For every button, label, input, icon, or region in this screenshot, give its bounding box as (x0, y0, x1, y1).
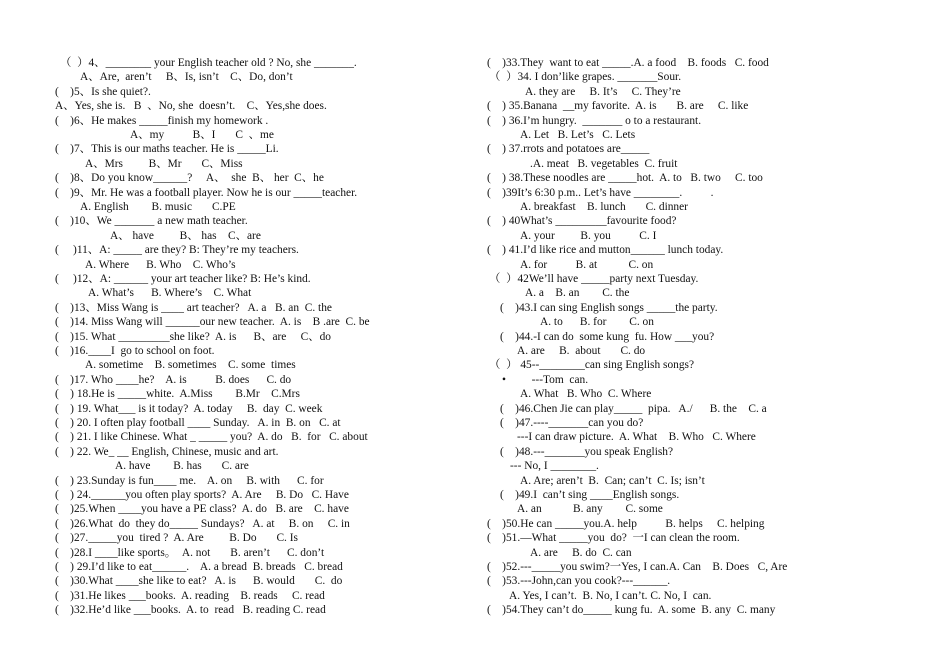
left-line: A. sometime B. sometimes C. some times (85, 359, 296, 372)
left-line: ( )10、We _______ a new math teacher. (55, 215, 248, 228)
left-line: A、Are, aren’t B、Is, isn’t C、Do, don’t (80, 71, 293, 84)
left-line: ( )17. Who ____he? A. is B. does C. do (55, 373, 292, 386)
right-line: A. breakfast B. lunch C. dinner (520, 201, 688, 213)
right-line: ( )50.He can _____you.A. help B. helps C. helping (487, 517, 765, 530)
left-line: ( )27._____you tired ? A. Are B. Do C. Is (55, 532, 298, 545)
right-line: A. your B. you C. I (520, 229, 657, 242)
left-line: A、Yes, she is. B 、No, she doesn’t. C、Yes,she does. (55, 100, 327, 113)
right-line: A. are B. do C. can (530, 546, 632, 559)
right-line: （ ）34. I don’like grapes. _______Sour. (489, 71, 682, 84)
left-line: ( ) 23.Sunday is fun____ me. A. on B. with C. for (55, 474, 324, 487)
right-line: （ ）42We’ll have _____party next Tuesday. (489, 273, 699, 285)
left-line: ( )6、He makes _____finish my homework . (55, 114, 269, 127)
left-line: ( )25.When ____you have a PE class? A. do B. are C. have (55, 503, 349, 516)
left-line: ( ) 29.I’d like to eat______. A. a bread B. breads C. bread (55, 561, 343, 573)
right-line: A. What B. Who C. Where (520, 388, 652, 401)
left-line: A. What’s B. Where’s C. What (88, 287, 252, 300)
right-line: ( )44.-I can do some kung fu. How ___you? (500, 330, 715, 343)
left-line: A、my B、I C 、me (130, 129, 274, 141)
left-line: A. English B. music C.PE (80, 201, 236, 213)
right-line: A. Are; aren’t B. Can; can’t C. Is; isn’t (520, 474, 705, 487)
right-line: ( )48.---_______you speak English? (500, 445, 674, 458)
right-line: ( )33.They want to eat _____.A. a food B. foods C. food (487, 57, 769, 69)
left-line: A. Where B. Who C. Who’s (85, 258, 236, 271)
right-line: ( )51.—What _____you do? 一I can clean the room. (487, 532, 740, 545)
right-line: ---I can draw picture. A. What B. Who C. Where (517, 431, 756, 444)
left-line: ( )26.What do they do_____ Sundays? A. at B. on C. in (55, 517, 350, 530)
right-line: A. they are B. It’s C. They’re (525, 85, 681, 98)
right-line: ( ) 40What’s _________favourite food? (487, 215, 677, 228)
right-line: ( )43.I can sing English songs _____the party. (500, 301, 718, 314)
left-line: ( )32.He’d like ___books. A. to read B. reading C. read (55, 604, 326, 617)
left-line: A、Mrs B、Mr C、Miss (85, 157, 243, 170)
left-line: ( ) 24.______you often play sports? A. Are B. Do C. Have (55, 489, 349, 501)
right-line: A. to B. for C. on (540, 316, 654, 329)
left-line: ( ) 22. We_ __ English, Chinese, music and art. (55, 445, 279, 458)
right-line: ( )54.They can’t do_____ kung fu. A. some B. any C. many (487, 604, 776, 617)
left-line: ( )30.What ____she like to eat? A. is B. would C. do (55, 575, 343, 588)
left-line: A、 have B、 has C、are (110, 229, 261, 242)
right-line: ( ) 37.rrots and potatoes are_____ (487, 143, 650, 156)
left-line: ( ) 18.He is _____white. A.Miss B.Mr C.Mrs (55, 388, 300, 401)
left-line: ( )11、A: _____ are they? B: They’re my teachers. (55, 244, 299, 257)
left-line: A. have B. has C. are (115, 460, 249, 473)
right-line: .A. meat B. vegetables C. fruit (530, 157, 678, 170)
right-line: --- No, I ________. (510, 460, 599, 473)
right-line: A. for B. at C. on (520, 258, 654, 271)
left-line: ( )9、Mr. He was a football player. Now he is our _____teacher. (55, 186, 358, 199)
left-line: ( )15. What _________she like? A. is B、are C、do (55, 330, 331, 343)
left-line: ( )16.____I go to school on foot. (55, 345, 215, 357)
right-line: A. are B. about C. do (517, 345, 646, 357)
right-line: ( )53.---John,can you cook?---______. (487, 575, 671, 588)
left-line: ( ) 21. I like Chinese. What _ _____ you? A. do B. for C. about (55, 431, 368, 444)
right-line: ( )47.----_______can you do? (500, 417, 644, 429)
left-line: ( )5、Is she quiet?. (55, 85, 151, 98)
right-line: A. Yes, I can’t. B. No, I can’t. C. No, I can. (509, 589, 712, 602)
right-line: • ---Tom can. (502, 373, 589, 386)
left-line: （ ）4、________ your English teacher old ? No, she _______. (60, 57, 357, 69)
left-line: ( )31.He likes ___books. A. reading B. reads C. read (55, 589, 325, 602)
left-line: ( )7、This is our maths teacher. He is _____Li. (55, 143, 279, 156)
left-line: ( )8、Do you know______? A、 she B、 her C、he (55, 172, 324, 185)
right-line: A. Let B. Let’s C. Lets (520, 129, 636, 141)
left-line: ( )12、A: ______ your art teacher like? B: He’s kind. (55, 273, 311, 285)
right-line: ( ) 41.I’d like rice and mutton______ lunch today. (487, 244, 724, 257)
left-line: ( )13、Miss Wang is ____ art teacher? A. a B. an C. the (55, 301, 332, 314)
right-line: ( ) 36.I’m hungry. _______ o to a restaurant. (487, 114, 702, 127)
left-line: ( ) 20. I often play football ____ Sunday. A. in B. on C. at (55, 417, 341, 429)
right-line: A. an B. any C. some (517, 503, 663, 516)
right-line: （ ） 45--________can sing English songs? (489, 359, 695, 372)
right-line: A. a B. an C. the (525, 287, 630, 300)
right-line: ( )52.---_____you swim?一Yes, I can.A. Can B. Does C, Are (487, 561, 788, 573)
right-line: ( )46.Chen Jie can play_____ pipa. A./ B. the C. a (500, 402, 767, 415)
left-line: ( )14. Miss Wang will ______our new teacher. A. is B .are C. be (55, 316, 370, 329)
right-line: ( )49.I can’t sing ____English songs. (500, 489, 680, 501)
right-line: ( ) 38.These noodles are _____hot. A. to B. two C. too (487, 172, 763, 185)
right-line: ( )39It’s 6:30 p.m.. Let’s have ________. . (487, 186, 714, 199)
left-line: ( ) 19. What___ is it today? A. today B. day C. week (55, 402, 323, 415)
left-line: ( )28.I ____like sports。 A. not B. aren’t C. don’t (55, 546, 325, 559)
right-line: ( ) 35.Banana __my favorite. A. is B. are C. like (487, 100, 749, 113)
